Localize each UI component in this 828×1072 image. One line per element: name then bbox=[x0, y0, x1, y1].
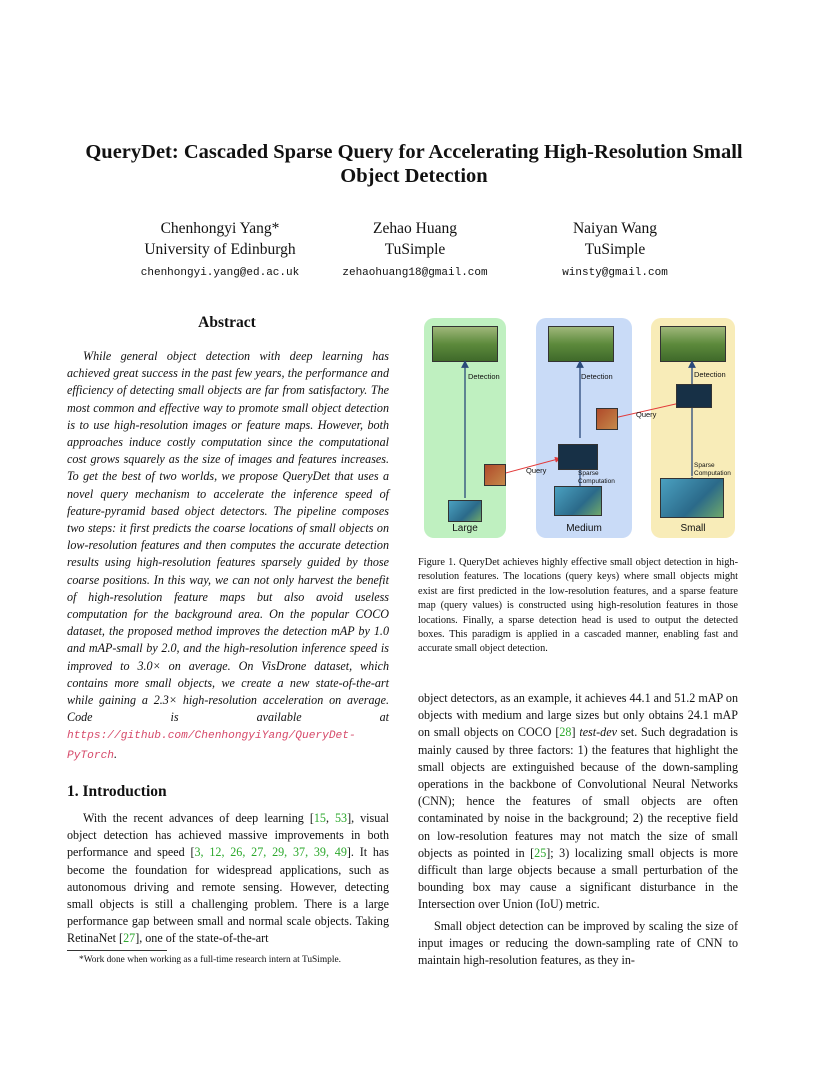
citation-link[interactable]: 27 bbox=[123, 931, 136, 946]
feature-map-large bbox=[448, 500, 482, 522]
author-email[interactable]: winsty@gmail.com bbox=[562, 267, 668, 279]
intro-text: ], one of the state-of-the-art bbox=[135, 931, 269, 946]
query-map-medium bbox=[596, 408, 618, 430]
intro-text: With the recent advances of deep learning [ bbox=[83, 811, 314, 825]
author-3 bbox=[530, 218, 700, 284]
sparse-label-small: Sparse Computation bbox=[694, 462, 731, 477]
body-text: set. Such degradation is mainly caused by three factors: 1) the features that highlight the small objects are extinguished because of the down-sampling operations in the backbone of Convolutional Neural Networks (CNN); hence the features of small objects are often contaminated by noise in the background; 2) the receptive field on low-resolution features may not match the size of small objects as pointed in [ bbox=[418, 725, 739, 860]
sparse-map-small bbox=[676, 384, 712, 408]
feature-map-medium bbox=[554, 486, 602, 516]
body-text: object detectors, as an example, it achieves 44.1 and 51.2 mAP on objects with medium and large sizes but only obtains 24.1 mAP on small objects on COCO [ bbox=[418, 691, 738, 740]
author-affiliation: TuSimple bbox=[584, 241, 646, 258]
panel-label-small: Small bbox=[680, 523, 706, 534]
intro-text: ]. It has become the foundation for widespread applications, such as autonomous driving and remote sensing. However, detecting small objects is still a challenging problem. There is a large performance gap between small and normal scale objects. Taking RetinaNet [ bbox=[67, 845, 390, 946]
intro-text: ], visual object detection has achieved massive improvements in both performance and speed [ bbox=[67, 811, 390, 860]
query-label-1: Query bbox=[526, 466, 547, 475]
panel-label-large: Large bbox=[452, 523, 478, 534]
right-paragraph-1 bbox=[418, 690, 738, 914]
author-name: Chenhongyi Yang* bbox=[160, 220, 280, 237]
intro-paragraph bbox=[67, 810, 389, 948]
detection-label-large: Detection bbox=[468, 372, 500, 381]
paper-title: QueryDet: Cascaded Sparse Query for Accelerating High-Resolution Small Object Detection bbox=[85, 141, 743, 187]
citation-link[interactable]: 3, 12, 26, 27, 29, 37, 39, 49 bbox=[194, 845, 347, 860]
body-text: ] bbox=[571, 725, 580, 740]
author-2 bbox=[330, 218, 500, 284]
detection-label-medium: Detection bbox=[581, 372, 613, 381]
query-label-2: Query bbox=[636, 410, 657, 419]
panel-label-medium: Medium bbox=[566, 523, 602, 534]
author-email[interactable]: zehaohuang18@gmail.com bbox=[342, 267, 488, 279]
citation-link[interactable]: 25 bbox=[534, 845, 547, 860]
citation-link[interactable]: 28 bbox=[559, 725, 572, 740]
body-text: ]; 3) localizing small objects is more difficult than large objects because a small perturbation of the bounding box may cause a significant disturbance in the Intersection over Union (IoU) metric. bbox=[418, 845, 738, 912]
figure-caption: Figure 1. QueryDet achieves highly effective small object detection in high-resolution features. The locations (query keys) where small objects might exist are first predicted in the low-resolution features, and a sparse feature map (query values) is constructed using high-resolution features in those locations. Finally, a sparse detection head is used to output the detected boxes. This paradigm is applied in a cascaded manner, enabling fast and accurate small object detection. bbox=[418, 557, 738, 655]
sparse-label-medium: Sparse Computation bbox=[578, 470, 615, 485]
footnote-rule bbox=[67, 950, 167, 951]
author-1 bbox=[120, 218, 320, 284]
detection-label-small: Detection bbox=[694, 370, 726, 379]
right-paragraph-2: Small object detection can be improved by scaling the size of input images or reducing the down-sampling rate of CNN to maintain high-resolution features, as they in- bbox=[418, 919, 738, 968]
feature-map-small bbox=[660, 478, 724, 518]
abstract-body: While general object detection with deep learning has achieved great success in the past few years, the performance and efficiency of detecting small objects are far from satisfactory. The most common and effective way to promote small object detection is to use high-resolution images or feature maps. However, both approaches induce costly computation since the computational cost grows squarely as the size of images and features increases. To get the best of two worlds, we propose QueryDet that uses a novel query mechanism to accelerate the inference speed of feature-pyramid based object detectors. The pipeline composes two steps: it first predicts the coarse locations of small objects on low-resolution features and then computes the accurate detection results using high-resolution features sparsely guided by those coarse positions. In this way, we can not only harvest the benefit of high-resolution feature maps but also avoid useless computation for the background area. On the popular COCO dataset, the proposed method improves the detection mAP by 1.0 and mAP-small by 2.0, and the high-resolution inference speed is improved to 3.0× on average. On VisDrone dataset, which contains more small objects, we create a new state-of-the-art while gaining a 2.3× high-resolution acceleration on average. Code is available at bbox=[67, 349, 389, 725]
citation-link[interactable]: 15 bbox=[313, 811, 326, 825]
author-name: Naiyan Wang bbox=[572, 220, 658, 237]
query-map-large bbox=[484, 464, 506, 486]
abstract-text bbox=[67, 348, 389, 765]
footnote: *Work done when working as a full-time research intern at TuSimple. bbox=[79, 955, 341, 965]
author-email[interactable]: chenhongyi.yang@ed.ac.uk bbox=[140, 267, 300, 279]
code-link[interactable]: https://github.com/ChenhongyiYang/QueryDet-PyTorch bbox=[67, 730, 356, 762]
author-name: Zehao Huang bbox=[373, 220, 457, 237]
abstract-heading: Abstract bbox=[198, 314, 256, 331]
citation-link[interactable]: 53 bbox=[334, 811, 348, 825]
intro-text: , bbox=[325, 811, 335, 825]
sparse-map-medium bbox=[558, 444, 598, 470]
author-affiliation: University of Edinburgh bbox=[144, 241, 296, 258]
abstract-tail: . bbox=[114, 746, 118, 761]
author-affiliation: TuSimple bbox=[384, 241, 446, 258]
body-text-italic: test-dev bbox=[579, 725, 617, 740]
figure-1 bbox=[418, 318, 738, 540]
intro-heading: 1. Introduction bbox=[67, 783, 167, 800]
